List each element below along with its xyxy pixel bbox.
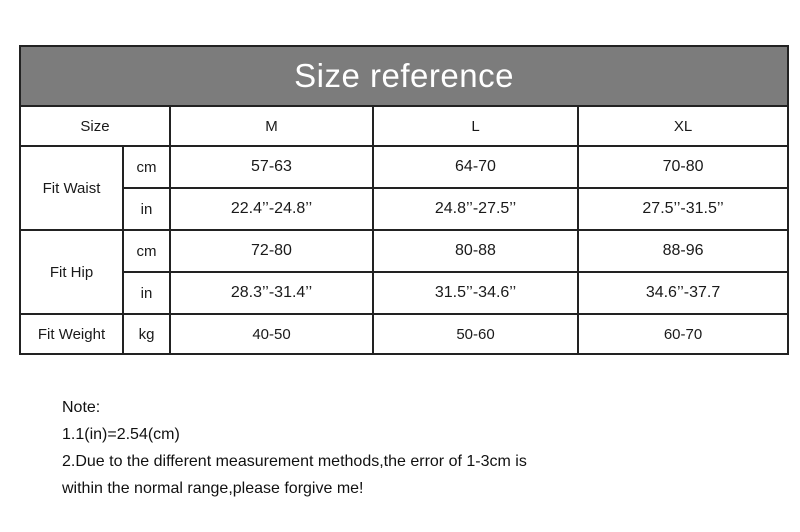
hip-in-xl: 34.6’’-37.7 — [578, 272, 788, 314]
table-row — [20, 314, 788, 354]
waist-cm-unit: cm — [123, 146, 170, 188]
weight-xl: 60-70 — [578, 314, 788, 354]
hip-cm-xl: 88-96 — [578, 230, 788, 272]
waist-cm-m: 57-63 — [170, 146, 373, 188]
table-row — [20, 272, 788, 314]
waist-in-unit: in — [123, 188, 170, 230]
fit-weight-label: Fit Weight — [20, 314, 123, 354]
size-reference-table — [19, 45, 789, 355]
table-title: Size reference — [20, 46, 788, 106]
hip-in-m: 28.3’’-31.4’’ — [170, 272, 373, 314]
fit-hip-label: Fit Hip — [20, 230, 123, 314]
table-row — [20, 230, 788, 272]
note-line-conversion: 1.1(in)=2.54(cm) — [62, 426, 180, 443]
waist-cm-l: 64-70 — [373, 146, 578, 188]
note-line-range: within the normal range,please forgive me! — [62, 480, 364, 497]
hip-cm-unit: cm — [123, 230, 170, 272]
size-label-cell: Size — [20, 106, 170, 146]
hip-in-l: 31.5’’-34.6’’ — [373, 272, 578, 314]
waist-cm-xl: 70-80 — [578, 146, 788, 188]
weight-kg-unit: kg — [123, 314, 170, 354]
waist-in-l: 24.8’’-27.5’’ — [373, 188, 578, 230]
waist-in-xl: 27.5’’-31.5’’ — [578, 188, 788, 230]
size-xl-header: XL — [578, 106, 788, 146]
note-line-error: 2.Due to the different measurement methods,the error of 1-3cm is — [62, 453, 527, 470]
weight-m: 40-50 — [170, 314, 373, 354]
notes-heading: Note: — [62, 399, 101, 416]
hip-cm-m: 72-80 — [170, 230, 373, 272]
notes-block — [62, 394, 527, 502]
hip-cm-l: 80-88 — [373, 230, 578, 272]
hip-in-unit: in — [123, 272, 170, 314]
table-row — [20, 188, 788, 230]
waist-in-m: 22.4’’-24.8’’ — [170, 188, 373, 230]
table-row — [20, 146, 788, 188]
weight-l: 50-60 — [373, 314, 578, 354]
size-m-header: M — [170, 106, 373, 146]
size-l-header: L — [373, 106, 578, 146]
header-row — [20, 106, 788, 146]
fit-waist-label: Fit Waist — [20, 146, 123, 230]
